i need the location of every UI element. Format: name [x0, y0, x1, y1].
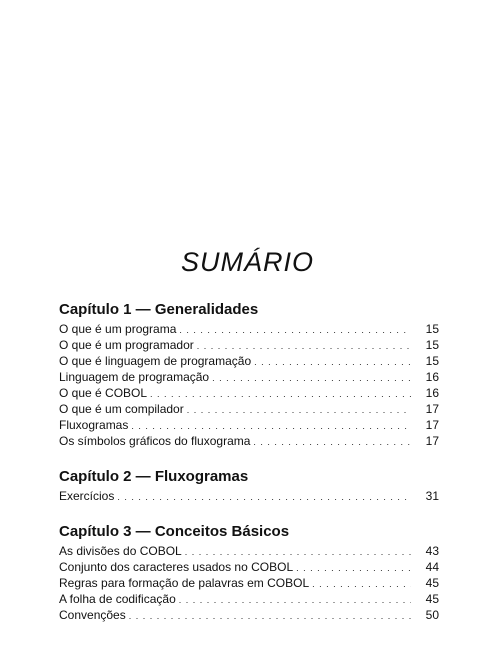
toc-entry-label: O que é um compilador: [59, 402, 184, 416]
toc-entry: [59, 369, 439, 385]
toc-entry: [59, 559, 439, 575]
chapter-2: [59, 467, 439, 504]
dot-leader: [312, 576, 411, 592]
toc-entry-page: 31: [425, 489, 439, 503]
toc-entry-label: O que é COBOL: [59, 386, 148, 400]
toc-entry-label: Exercícios: [59, 489, 115, 503]
dot-leader: [254, 354, 411, 370]
toc-entry: [59, 417, 439, 433]
toc-entry-page: 16: [425, 386, 439, 400]
dot-leader: [212, 370, 411, 386]
toc-entry-page: 43: [425, 544, 439, 558]
table-of-contents: [59, 300, 439, 641]
toc-entry-label: A folha de codificação: [59, 592, 176, 606]
dot-leader: [197, 338, 411, 354]
toc-entry-label: O que é um programador: [59, 338, 194, 352]
dot-leader: [296, 560, 411, 576]
dot-leader: [150, 386, 411, 402]
toc-entry-label: Convenções: [59, 608, 126, 622]
toc-entry: [59, 543, 439, 559]
toc-entry-page: 15: [425, 354, 439, 368]
page-title: SUMÁRIO: [180, 247, 314, 277]
chapter-heading: Capítulo 1 — Generalidades: [59, 301, 259, 318]
toc-entry-label: Os símbolos gráficos do fluxograma: [59, 434, 251, 448]
toc-entry: [59, 575, 439, 591]
dot-leader: [187, 402, 411, 418]
toc-entry: [59, 385, 439, 401]
toc-entry-page: 17: [425, 418, 439, 432]
dot-leader: [117, 489, 411, 505]
toc-entry-label: Linguagem de programação: [59, 370, 210, 384]
toc-entry-page: 45: [425, 576, 439, 590]
toc-entry: [59, 401, 439, 417]
toc-entry-page: 50: [425, 608, 439, 622]
toc-entry-page: 17: [425, 402, 439, 416]
toc-entry-page: 44: [425, 560, 439, 574]
dot-leader: [185, 544, 411, 560]
toc-entry-page: 16: [425, 370, 439, 384]
toc-entry-label: Regras para formação de palavras em COBOL: [59, 576, 310, 590]
dot-leader: [131, 418, 411, 434]
chapter-heading: Capítulo 2 — Fluxogramas: [59, 468, 249, 485]
toc-entry-label: O que é um programa: [59, 322, 177, 336]
chapter-3: [59, 522, 439, 623]
toc-entry-page: 15: [425, 322, 439, 336]
dot-leader: [179, 592, 411, 608]
toc-entry: [59, 607, 439, 623]
toc-entry: [59, 488, 439, 504]
toc-entry-label: Conjunto dos caracteres usados no COBOL: [59, 560, 294, 574]
chapter-1: [59, 300, 439, 449]
toc-entry: [59, 321, 439, 337]
toc-entry: [59, 337, 439, 353]
toc-entry: [59, 353, 439, 369]
toc-entry: [59, 591, 439, 607]
toc-entry-label: Fluxogramas: [59, 418, 129, 432]
toc-entry-page: 17: [425, 434, 439, 448]
toc-entry-label: As divisões do COBOL: [59, 544, 182, 558]
toc-entry-label: O que é linguagem de programação: [59, 354, 252, 368]
toc-entry: [59, 433, 439, 449]
dot-leader: [129, 608, 411, 624]
dot-leader: [179, 322, 411, 338]
toc-entry-page: 15: [425, 338, 439, 352]
dot-leader: [253, 434, 411, 450]
toc-entry-page: 45: [425, 592, 439, 606]
chapter-heading: Capítulo 3 — Conceitos Básicos: [59, 523, 290, 540]
